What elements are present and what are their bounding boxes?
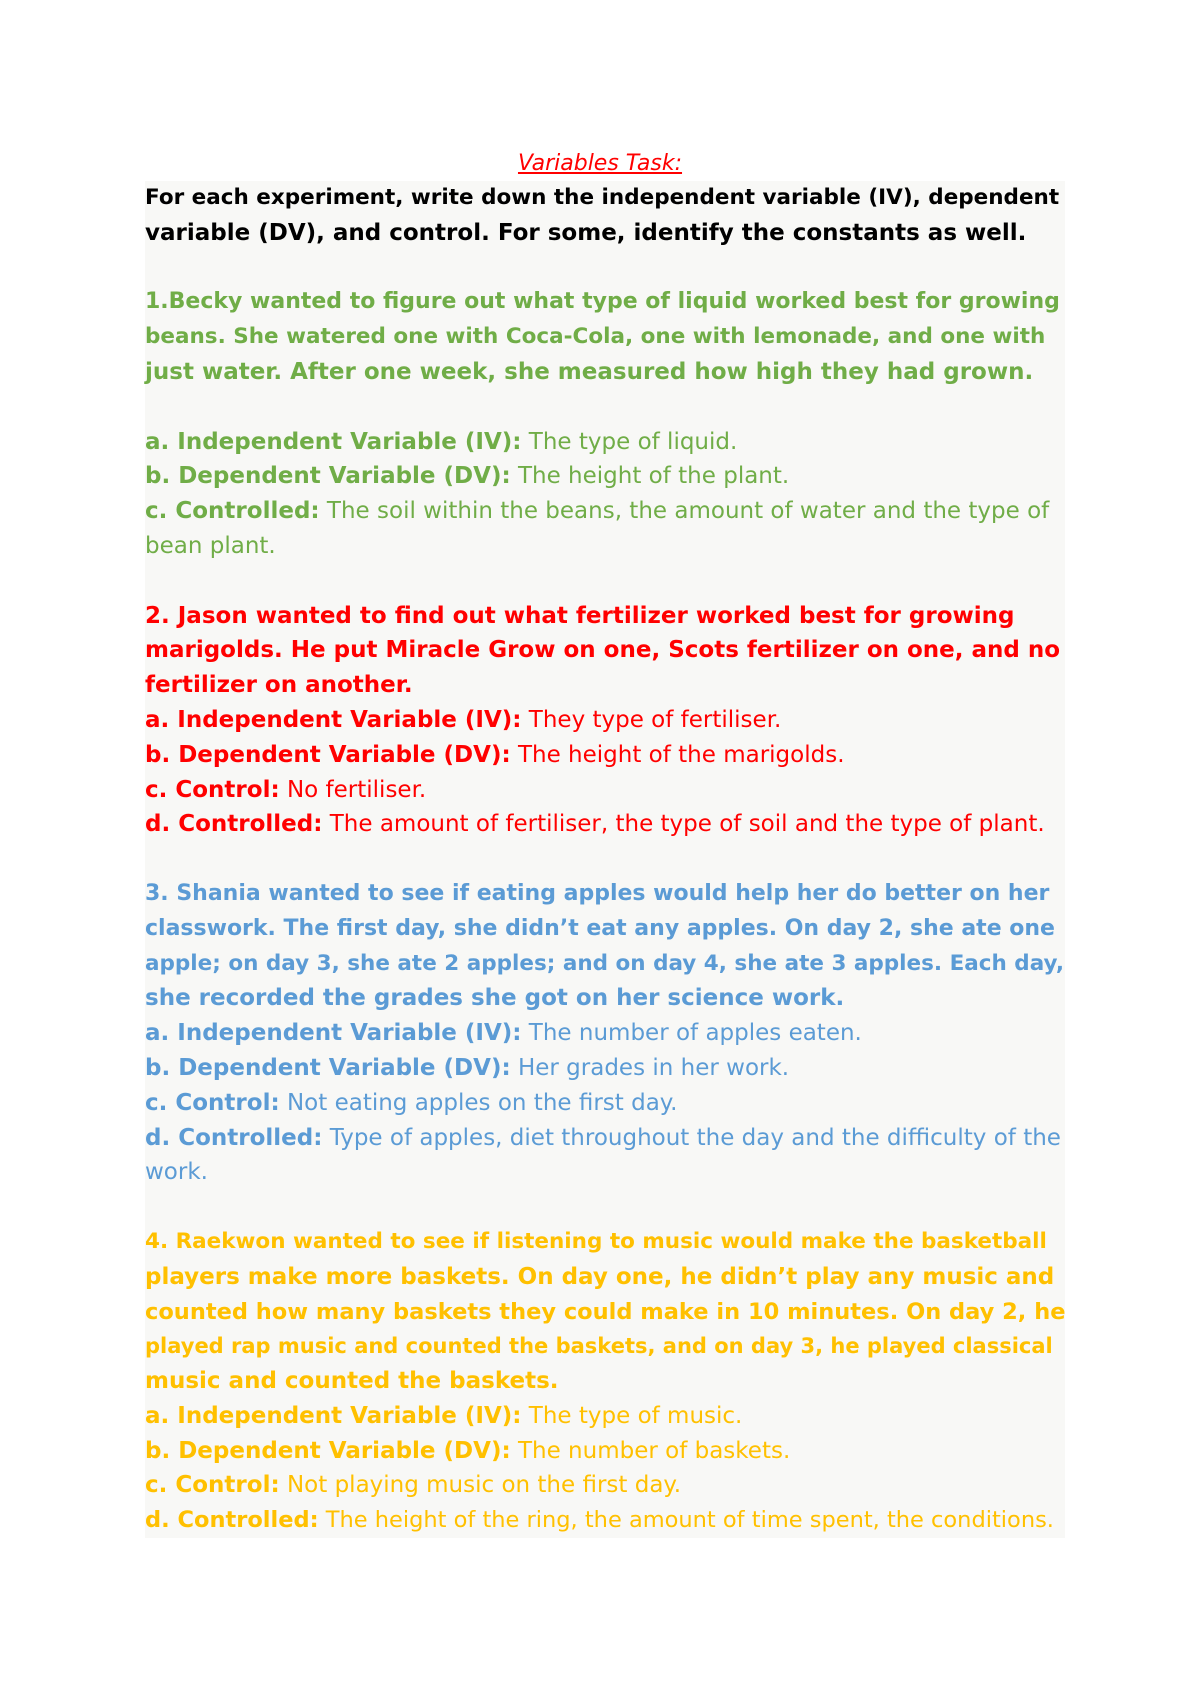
question-line: music and counted the baskets. xyxy=(145,1368,559,1395)
question-line: players make more baskets. On day one, he didn’t play any music and xyxy=(145,1263,1055,1290)
answer-text: The number of baskets. xyxy=(510,1437,791,1464)
answer-text: Her grades in her work. xyxy=(510,1054,790,1081)
answer-text: The type of music. xyxy=(521,1402,743,1429)
answer-label: b. Dependent Variable (DV): xyxy=(145,1437,511,1464)
answer-a xyxy=(145,1016,1065,1051)
answer-d xyxy=(145,1503,1065,1538)
answer-a xyxy=(145,425,1065,460)
answer-text: The height of the marigolds. xyxy=(510,741,845,768)
question-line: 1.Becky wanted to figure out what type of liquid worked best for growing xyxy=(145,289,1060,315)
question-2 xyxy=(145,599,1065,843)
answer-b xyxy=(145,738,1065,773)
answer-label: c. Control: xyxy=(145,776,280,803)
answer-label: d. Controlled: xyxy=(145,1507,319,1534)
answer-text: The amount of fertiliser, the type of soil and the type of plant. xyxy=(322,811,1045,838)
question-line: classwork. The first day, she didn’t eat any apples. On day 2, she ate one xyxy=(145,915,1055,941)
answer-label: a. Independent Variable (IV): xyxy=(145,428,522,455)
answer-text: The height of the ring, the amount of time spent, the conditions. xyxy=(318,1507,1054,1534)
answer-text: Type of apples, diet throughout the day and the difficulty of the xyxy=(322,1124,1061,1151)
question-4-text xyxy=(145,1225,1065,1399)
answer-d xyxy=(145,807,1065,842)
question-line: beans. She watered one with Coca-Cola, one with lemonade, and one with xyxy=(145,324,1046,350)
question-line: 2. Jason wanted to find out what fertilizer worked best for growing xyxy=(145,602,1015,629)
question-2-text xyxy=(145,599,1065,703)
answer-c xyxy=(145,773,1065,808)
answer-label: b. Dependent Variable (DV): xyxy=(145,463,511,490)
answer-c xyxy=(145,1086,1065,1121)
question-line: apple; on day 3, she ate 2 apples; and on day 4, she ate 3 apples. Each day, xyxy=(145,950,1065,976)
answer-b xyxy=(145,1434,1065,1469)
question-3-text xyxy=(145,877,1065,1016)
answer-label: b. Dependent Variable (DV): xyxy=(145,1054,511,1081)
answer-text: The type of liquid. xyxy=(521,428,738,455)
answer-c xyxy=(145,494,1065,529)
answer-label: b. Dependent Variable (DV): xyxy=(145,741,511,768)
question-line: just water. After one week, she measured how high they had grown. xyxy=(145,358,1034,385)
answer-a xyxy=(145,1399,1065,1434)
answer-b xyxy=(145,459,1065,494)
answer-text: No fertiliser. xyxy=(279,776,427,803)
question-line: counted how many baskets they could make in 10 minutes. On day 2, he xyxy=(145,1298,1066,1325)
answer-label: c. Controlled: xyxy=(145,498,320,525)
answer-c xyxy=(145,1468,1065,1503)
answer-label: c. Control: xyxy=(145,1089,280,1116)
question-line: fertilizer on another. xyxy=(145,672,413,699)
answer-d xyxy=(145,1121,1065,1156)
answer-label: a. Independent Variable (IV): xyxy=(145,1020,522,1047)
question-4 xyxy=(145,1225,1065,1538)
question-3 xyxy=(145,877,1065,1190)
answer-d-continued: work. xyxy=(145,1159,208,1186)
spacer xyxy=(145,564,1065,599)
answer-text: The number of apples eaten. xyxy=(521,1020,862,1047)
intro-instructions xyxy=(145,181,1065,251)
question-line: 4. Raekwon wanted to see if listening to music would make the basketball xyxy=(145,1228,1047,1254)
intro-line: variable (DV), and control. For some, identify the constants as well. xyxy=(145,219,1027,246)
answer-c-continued: bean plant. xyxy=(145,532,276,559)
question-line: 3. Shania wanted to see if eating apples would help her do better on her xyxy=(145,880,1050,906)
answer-text: They type of fertiliser. xyxy=(521,706,782,733)
answer-text: Not playing music on the first day. xyxy=(279,1472,682,1499)
answer-b xyxy=(145,1051,1065,1086)
answer-label: c. Control: xyxy=(145,1472,280,1499)
spacer xyxy=(145,390,1065,425)
worksheet-body xyxy=(145,181,1065,1538)
answer-label: d. Controlled: xyxy=(145,811,323,838)
question-1-text xyxy=(145,285,1065,389)
answer-label: a. Independent Variable (IV): xyxy=(145,1402,522,1429)
answer-a xyxy=(145,703,1065,738)
page-title: Variables Task: xyxy=(517,151,683,176)
spacer xyxy=(145,1190,1065,1225)
answer-text: Not eating apples on the first day. xyxy=(279,1089,678,1116)
spacer xyxy=(145,251,1065,286)
answer-text: The height of the plant. xyxy=(510,463,790,490)
intro-line: For each experiment, write down the independent variable (IV), dependent xyxy=(145,185,1060,210)
question-1 xyxy=(145,285,1065,563)
answer-label: d. Controlled: xyxy=(145,1124,323,1151)
question-line: played rap music and counted the baskets, and on day 3, he played classical xyxy=(145,1334,1053,1359)
question-line: marigolds. He put Miracle Grow on one, Scots fertilizer on one, and no xyxy=(145,637,1061,664)
question-line: she recorded the grades she got on her science work. xyxy=(145,985,845,1012)
answer-label: a. Independent Variable (IV): xyxy=(145,706,522,733)
answer-text: The soil within the beans, the amount of water and the type of xyxy=(319,498,1050,525)
spacer xyxy=(145,842,1065,877)
